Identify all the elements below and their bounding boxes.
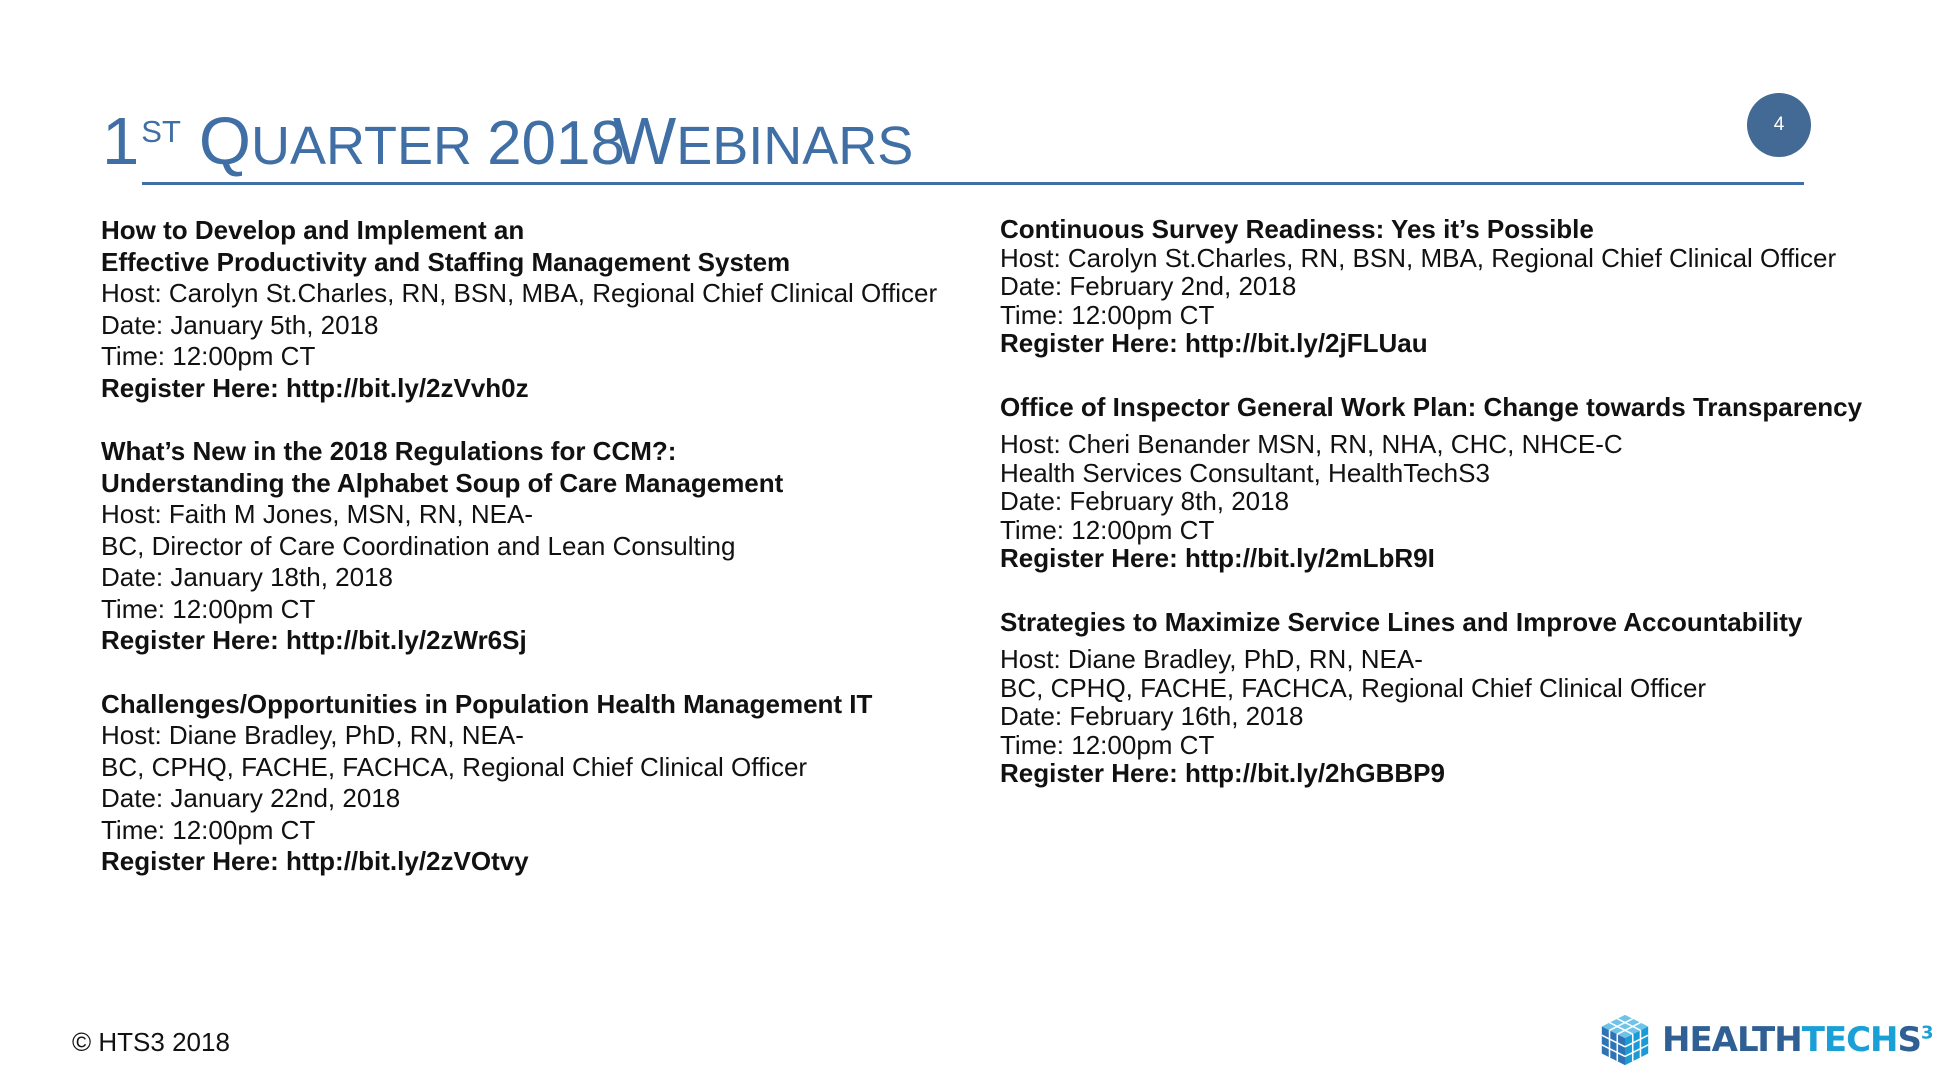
webinar-date: Date: January 5th, 2018	[101, 309, 379, 340]
webinar-host: Host: Carolyn St.Charles, RN, BSN, MBA, Regional Chief Clinical Officer	[1000, 242, 1837, 273]
logo-wordmark	[1662, 1020, 1933, 1060]
title-w-first: W	[613, 104, 677, 179]
webinar-date: Date: February 8th, 2018	[1000, 486, 1290, 516]
webinar-register-link[interactable]: Register Here: http://bit.ly/2jFLUau	[1000, 328, 1428, 358]
webinar-title: Strategies to Maximize Service Lines and Improve Accountability	[1000, 606, 1803, 637]
webinar-date: Date: February 2nd, 2018	[1000, 271, 1297, 301]
copyright-text: © HTS3 2018	[72, 1027, 230, 1057]
cube-logo-icon	[1596, 1011, 1654, 1069]
webinar-date: Date: February 16th, 2018	[1000, 701, 1304, 731]
webinar-host: Host: Cheri Benander MSN, RN, NHA, CHC, NHCE-C	[1000, 429, 1623, 459]
webinar-time: Time: 12:00pm CT	[1000, 299, 1215, 330]
webinar-host: Host: Diane Bradley, PhD, RN, NEA-	[1000, 644, 1423, 674]
logo-s: S	[1897, 1020, 1922, 1060]
webinar-title: How to Develop and Implement an	[101, 215, 525, 245]
logo-tech: TECH	[1801, 1020, 1898, 1060]
webinar-item	[101, 436, 981, 657]
left-column	[101, 215, 981, 878]
healthtechs3-logo	[1596, 1010, 1933, 1070]
webinar-item	[1000, 608, 1900, 788]
webinar-date: Date: January 22nd, 2018	[101, 783, 401, 813]
webinar-host: Health Services Consultant, HealthTechS3	[1000, 457, 1490, 488]
webinar-item	[101, 689, 981, 878]
webinar-register-link[interactable]: Register Here: http://bit.ly/2zVvh0z	[101, 372, 529, 403]
logo-three: 3	[1921, 1022, 1933, 1044]
page-number-badge: 4	[1747, 93, 1811, 157]
webinar-host: Host: Diane Bradley, PhD, RN, NEA-	[101, 720, 524, 750]
right-column	[1000, 215, 1900, 788]
webinar-host: BC, CPHQ, FACHE, FACHCA, Regional Chief Clinical Officer	[1000, 672, 1707, 703]
webinar-title: What’s New in the 2018 Regulations for CCM?:	[101, 436, 677, 466]
webinar-title: Challenges/Opportunities in Population Health Management IT	[101, 688, 873, 719]
title-year: 2018	[487, 109, 625, 178]
webinar-time: Time: 12:00pm CT	[101, 341, 316, 371]
webinar-time: Time: 12:00pm CT	[101, 593, 316, 624]
page-title	[102, 104, 914, 179]
title-num: 1	[102, 104, 140, 179]
webinar-title: Effective Productivity and Staffing Management System	[101, 246, 791, 277]
title-underline	[142, 182, 1804, 185]
webinar-time: Time: 12:00pm CT	[101, 814, 316, 845]
webinar-register-link[interactable]: Register Here: http://bit.ly/2hGBBP9	[1000, 758, 1445, 788]
webinar-register-link[interactable]: Register Here: http://bit.ly/2mLbR9I	[1000, 543, 1435, 573]
webinar-date: Date: January 18th, 2018	[101, 562, 393, 592]
title-w-rest: EBINARS	[676, 116, 914, 176]
webinar-item	[101, 215, 981, 404]
webinar-host: BC, Director of Care Coordination and Lean Consulting	[101, 530, 736, 561]
webinar-item	[1000, 393, 1900, 573]
title-superscript: ST	[141, 114, 181, 149]
webinar-host: Host: Faith M Jones, MSN, RN, NEA-	[101, 499, 533, 529]
title-q-rest: UARTER	[251, 116, 488, 176]
webinar-host: BC, CPHQ, FACHE, FACHCA, Regional Chief Clinical Officer	[101, 751, 808, 782]
webinar-title: Understanding the Alphabet Soup of Care Management	[101, 467, 784, 498]
webinar-title: Office of Inspector General Work Plan: Change towards Transparency	[1000, 391, 1863, 422]
webinar-title: Continuous Survey Readiness: Yes it’s Possible	[1000, 214, 1594, 244]
webinar-register-link[interactable]: Register Here: http://bit.ly/2zWr6Sj	[101, 625, 527, 655]
webinar-time: Time: 12:00pm CT	[1000, 514, 1215, 545]
webinar-register-link[interactable]: Register Here: http://bit.ly/2zVOtvy	[101, 846, 529, 876]
webinar-time: Time: 12:00pm CT	[1000, 729, 1215, 760]
webinar-host: Host: Carolyn St.Charles, RN, BSN, MBA, Regional Chief Clinical Officer	[101, 278, 938, 308]
webinar-item	[1000, 215, 1900, 358]
logo-health: HEALTH	[1662, 1020, 1802, 1060]
title-q-first: Q	[198, 104, 252, 179]
